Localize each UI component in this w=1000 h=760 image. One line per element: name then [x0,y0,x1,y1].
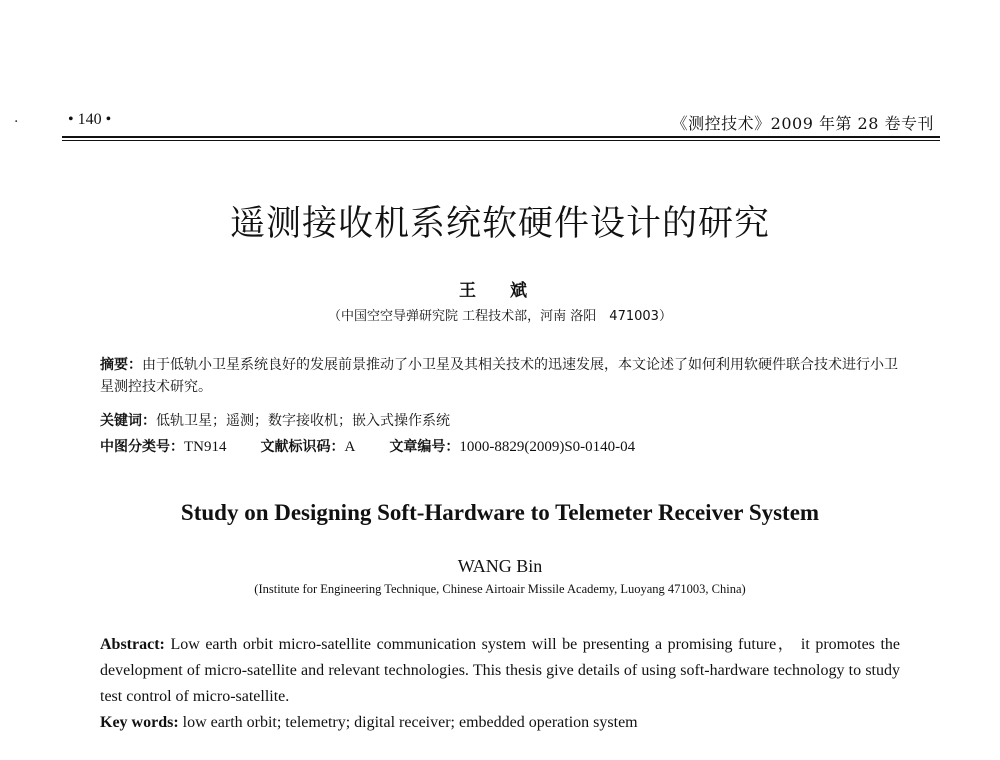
english-affiliation: (Institute for Engineering Technique, Chinese Airtoair Missile Academy, Luoyang 471003, China) [254,582,746,596]
english-author: WANG Bin [457,556,543,576]
chinese-abstract-label: 摘要： [100,357,142,373]
english-title: Study on Designing Soft-Hardware to Telemeter Receiver System [180,500,820,525]
english-keywords-text: low earth orbit; telemetry; digital receiver; embedded operation system [182,714,638,731]
english-abstract [100,632,900,710]
page-number: • 140 • [68,111,112,128]
chinese-keywords-text: 低轨卫星；遥测；数字接收机；嵌入式操作系统 [156,413,450,429]
header-rule-thick [62,136,940,138]
document-code: 文献标识码：A [260,439,356,455]
chinese-abstract-text: 由于低轨小卫星系统良好的发展前景推动了小卫星及其相关技术的迅速发展，本文论述了如何利用软硬件联合技术进行小卫星测控技术研究。 [100,357,898,395]
margin-dot: · [14,114,19,130]
english-abstract-label: Abstract: [100,636,165,653]
english-abstract-text: Low earth orbit micro-satellite communication system will be presenting a promising future， it promotes the development of micro-satellite and relevant technologies. This thesis give details of using soft-hardware technology to study test control of micro-satellite. [100,636,901,705]
chinese-keywords-label: 关键词： [100,413,156,429]
chinese-title: 遥测接收机系统软硬件设计的研究 [229,204,770,244]
chinese-author: 王 斌 [459,281,541,301]
chinese-abstract [100,354,900,398]
chinese-affiliation: （中国空空导弹研究院 工程技术部，河南 洛阳 471003） [328,309,672,324]
journal-header: 《测控技术》2009 年第 28 卷专刊 [671,114,934,133]
chinese-keywords [100,410,900,432]
clc-number: 中图分类号：TN914 [100,439,227,455]
article-id: 文章编号：1000-8829(2009)S0-0140-04 [389,439,636,455]
classification-line [100,436,900,458]
english-keywords-label: Key words: [100,714,179,731]
english-keywords [100,710,900,736]
header-rule-thin [62,140,940,141]
